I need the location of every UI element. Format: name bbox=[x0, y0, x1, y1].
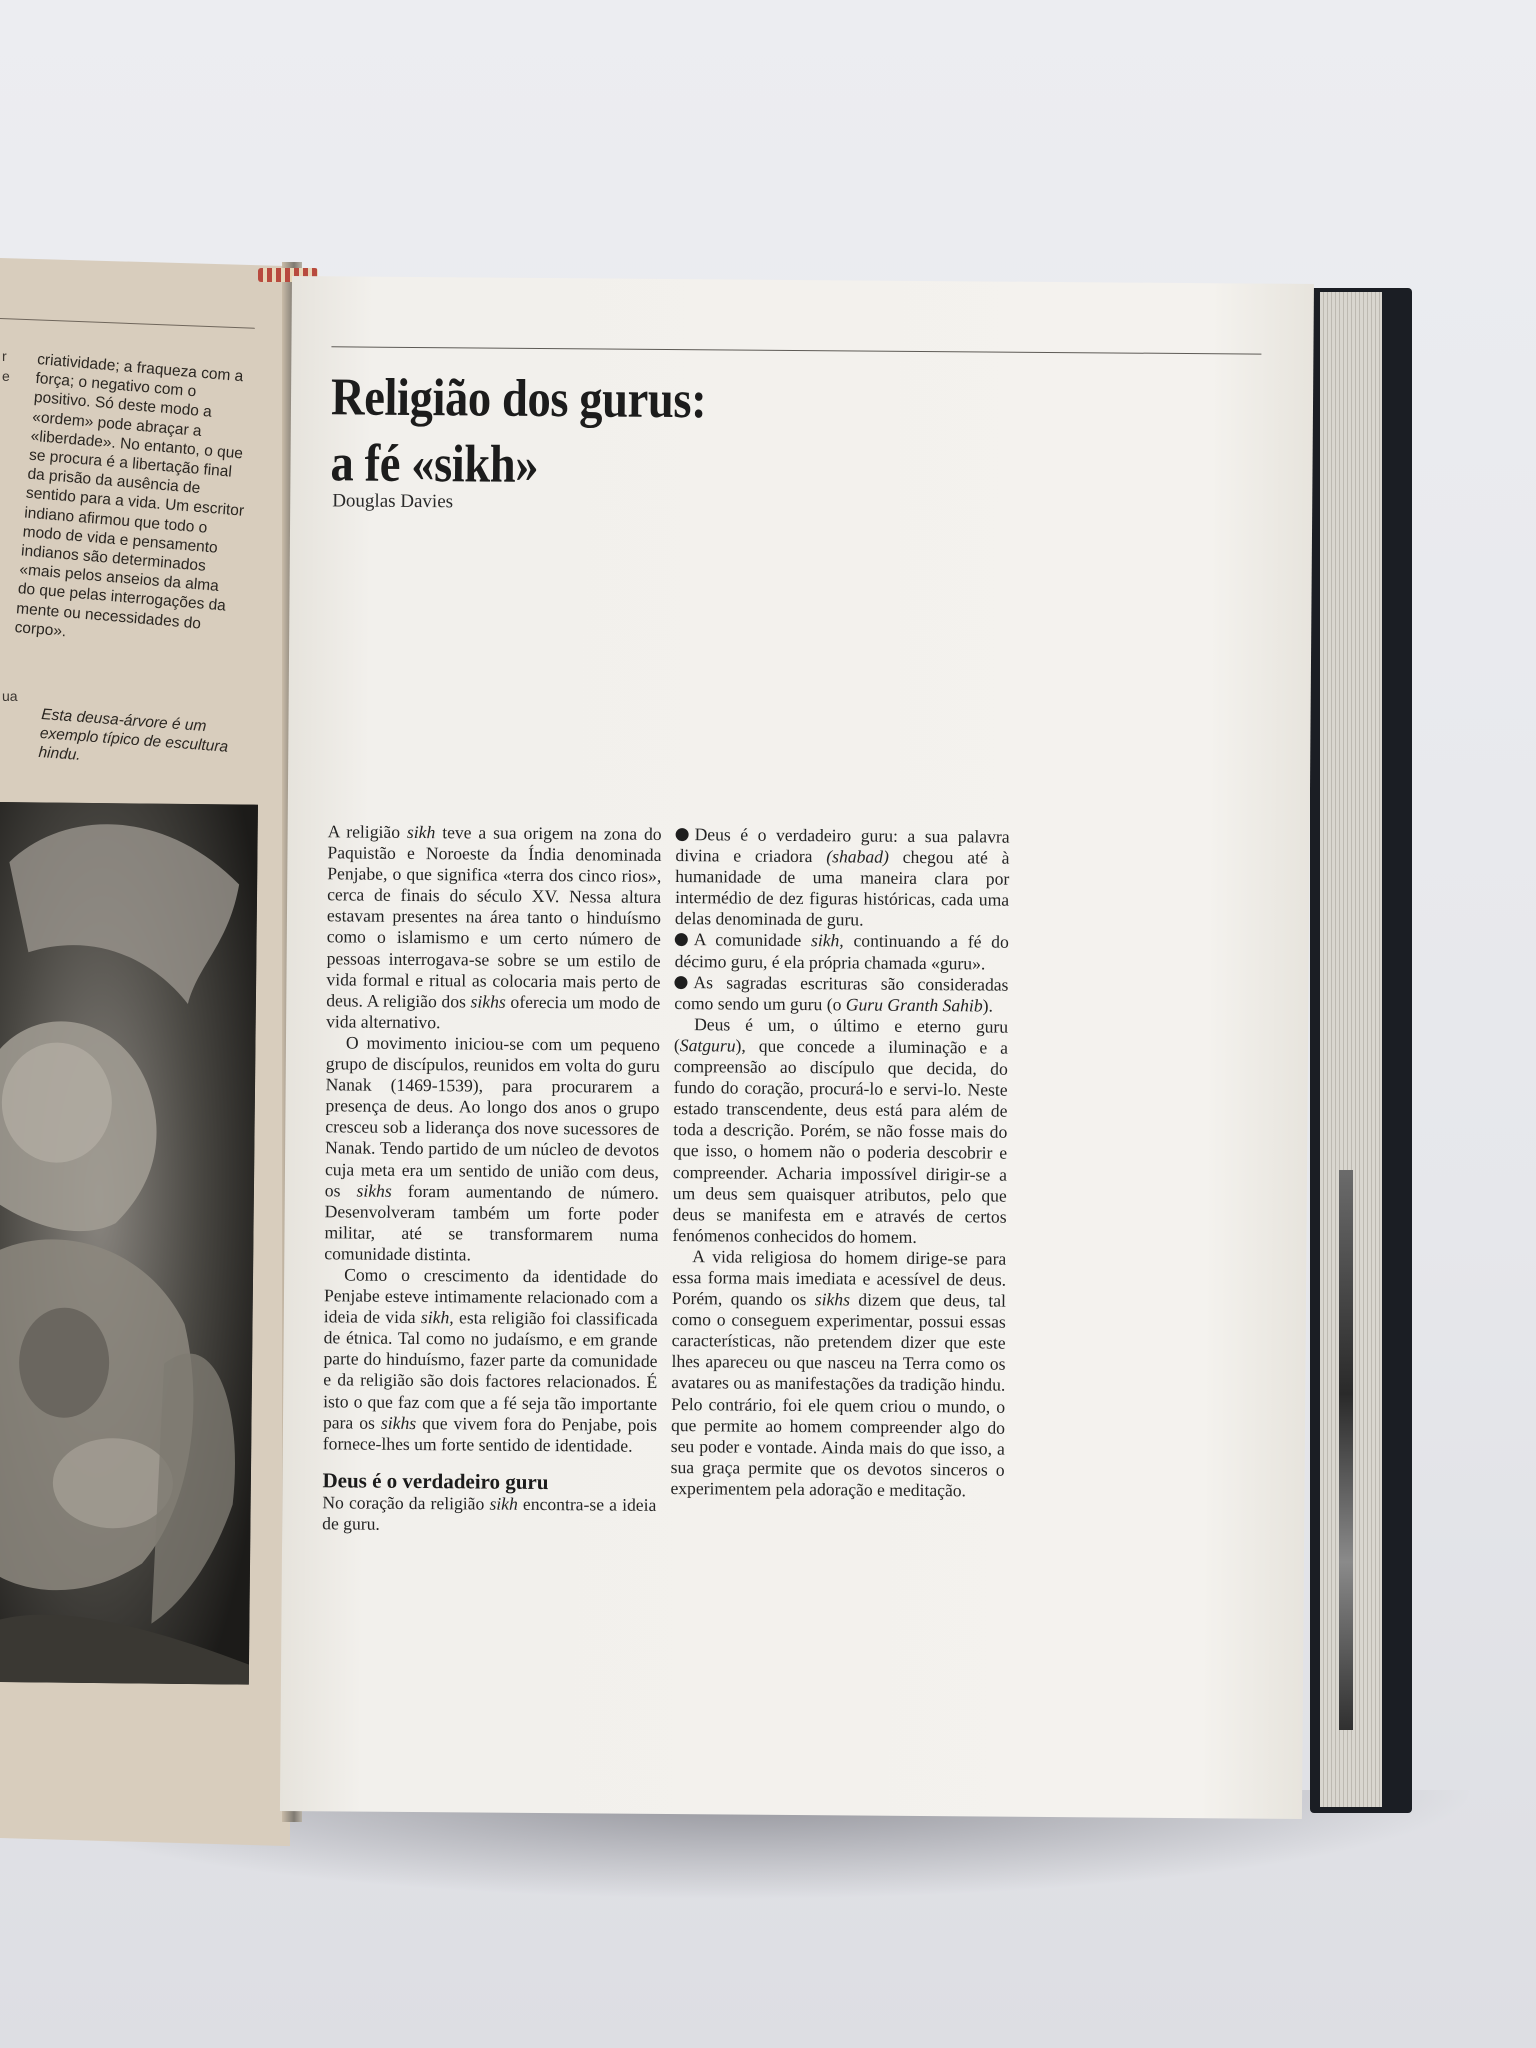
next-page-photo-strip bbox=[1339, 1170, 1353, 1730]
bullet-item-3: As sagradas escrituras são consideradas como sendo um guru (o Guru Granth Sahib). bbox=[674, 971, 1009, 1016]
cut-text-fragment: e bbox=[2, 368, 10, 384]
left-page-paragraph: criatividade; a fraqueza com a força; o negativo com o positivo. Só deste modo a «ordem» pode abraçar a «liberdade». No entanto, o que se procura é a libertação final da prisão da ausência de sentido para a vida. Um escritor indiano afirmou que todo o modo de vida e pensamento indianos são determinados «mais pelos anseios da alma do que pelas interrogações da mente ou necessidades do corpo». bbox=[13, 350, 245, 641]
image-caption: Esta deusa-árvore é um exemplo típico de escultura hindu. bbox=[37, 705, 229, 764]
tree-goddess-sculpture-photo bbox=[0, 802, 258, 1685]
article-author: Douglas Davies bbox=[332, 490, 454, 513]
paragraph-5: Deus é um, o último e eterno guru (Satguru), que concede a iluminação e a compreensão ao discípulo que decida, do fundo do coração, procurá-lo e servi-lo. Neste estado transcendente, deus está para além de toda a descrição. Porém, se não fosse mais do que isso, o homem não o poderia descobrir e compreender. Acharia impossível dirigir-se a um deus sem quaisquer atributos, pelo que deus se manifesta em e através de certos fenómenos conhecidos do homem. bbox=[672, 1014, 1009, 1247]
bullet-item-2: A comunidade sikh, continuando a fé do décimo guru, é ela própria chamada «guru». bbox=[674, 929, 1009, 974]
paragraph-6: A vida religiosa do homem dirige-se para essa forma mais imediata e acessível de deus. Porém, quando os sikhs dizem que deus, tal como o conseguem experimentar, possui essas características, não pretendem dizer que este lhes apareceu ou que nasceu na Terra como os avatares ou as manifestações da tradição hindu. Pelo contrário, foi ele quem criou o mundo, o que permite ao homem compreender algo do seu poder e vontade. Ainda mais do que isso, a sua graça permite que os devotos sinceros o experimentem pela adoração e meditação. bbox=[670, 1246, 1007, 1501]
bullet-icon bbox=[676, 828, 689, 841]
paragraph-4: No coração da religião sikh encontra-se a ideia de guru. bbox=[322, 1492, 657, 1534]
bullet-icon bbox=[674, 976, 687, 989]
cut-text-fragment: ua bbox=[2, 688, 18, 704]
text-column-2 bbox=[670, 824, 1009, 1502]
right-page bbox=[280, 276, 1314, 1819]
paragraph-1: A religião sikh teve a sua origem na zona do Paquistão e Noroeste da Índia denominada Penjabe, o que significa «terra dos cinco rios», cerca de finais do século XV. Nessa altura estavam presentes na área tanto o hinduísmo como o islamismo e um certo número de pessoas interrogava-se sobre se um estilo de vida formal e ritual as colocaria mais perto de deus. A religião dos sikhs oferecia um modo de vida alternativo. bbox=[326, 821, 662, 1033]
text-column-1 bbox=[322, 821, 662, 1537]
cut-text-fragment: r bbox=[2, 348, 7, 364]
header-rule bbox=[331, 346, 1261, 354]
bullet-icon bbox=[675, 933, 688, 946]
paragraph-2: O movimento iniciou-se com um pequeno grupo de discípulos, reunidos em volta do guru Nanak (1469-1539), para procurarem a presença de deus. Ao longo dos anos o grupo cresceu sob a liderança dos nove sucessores de Nanak. Tendo partido de um núcleo de devotos cuja meta era um sentido de união com deus, os sikhs foram aumentando de número. Desenvolveram também um forte poder militar, até se transformarem numa comunidade distinta. bbox=[324, 1032, 661, 1265]
section-subheading: Deus é o verdadeiro guru bbox=[322, 1468, 549, 1494]
article-title bbox=[330, 364, 706, 499]
paragraph-3: Como o crescimento da identidade do Penjabe esteve intimamente relacionado com a ideia de vida sikh, esta religião foi classificada de étnica. Tal como no judaísmo, e em grande parte do hinduísmo, fazer parte da comunidade e da religião são dois factores relacionados. É isto o que faz com que a fé seja tão importante para os sikhs que vivem fora do Penjabe, pois fornece-lhes um forte sentido de identidade. bbox=[322, 1264, 659, 1456]
bullet-item-1: Deus é o verdadeiro guru: a sua palavra divina e criadora (shabad) chegou até à humanidade de uma maneira clara por intermédio de dez figuras históricas, cada uma delas denominada de guru. bbox=[674, 824, 1010, 930]
sculpture-illustration bbox=[0, 802, 258, 1685]
title-line-1: Religião dos gurus: bbox=[330, 368, 707, 430]
title-line-2: a fé «sikh» bbox=[330, 434, 539, 494]
